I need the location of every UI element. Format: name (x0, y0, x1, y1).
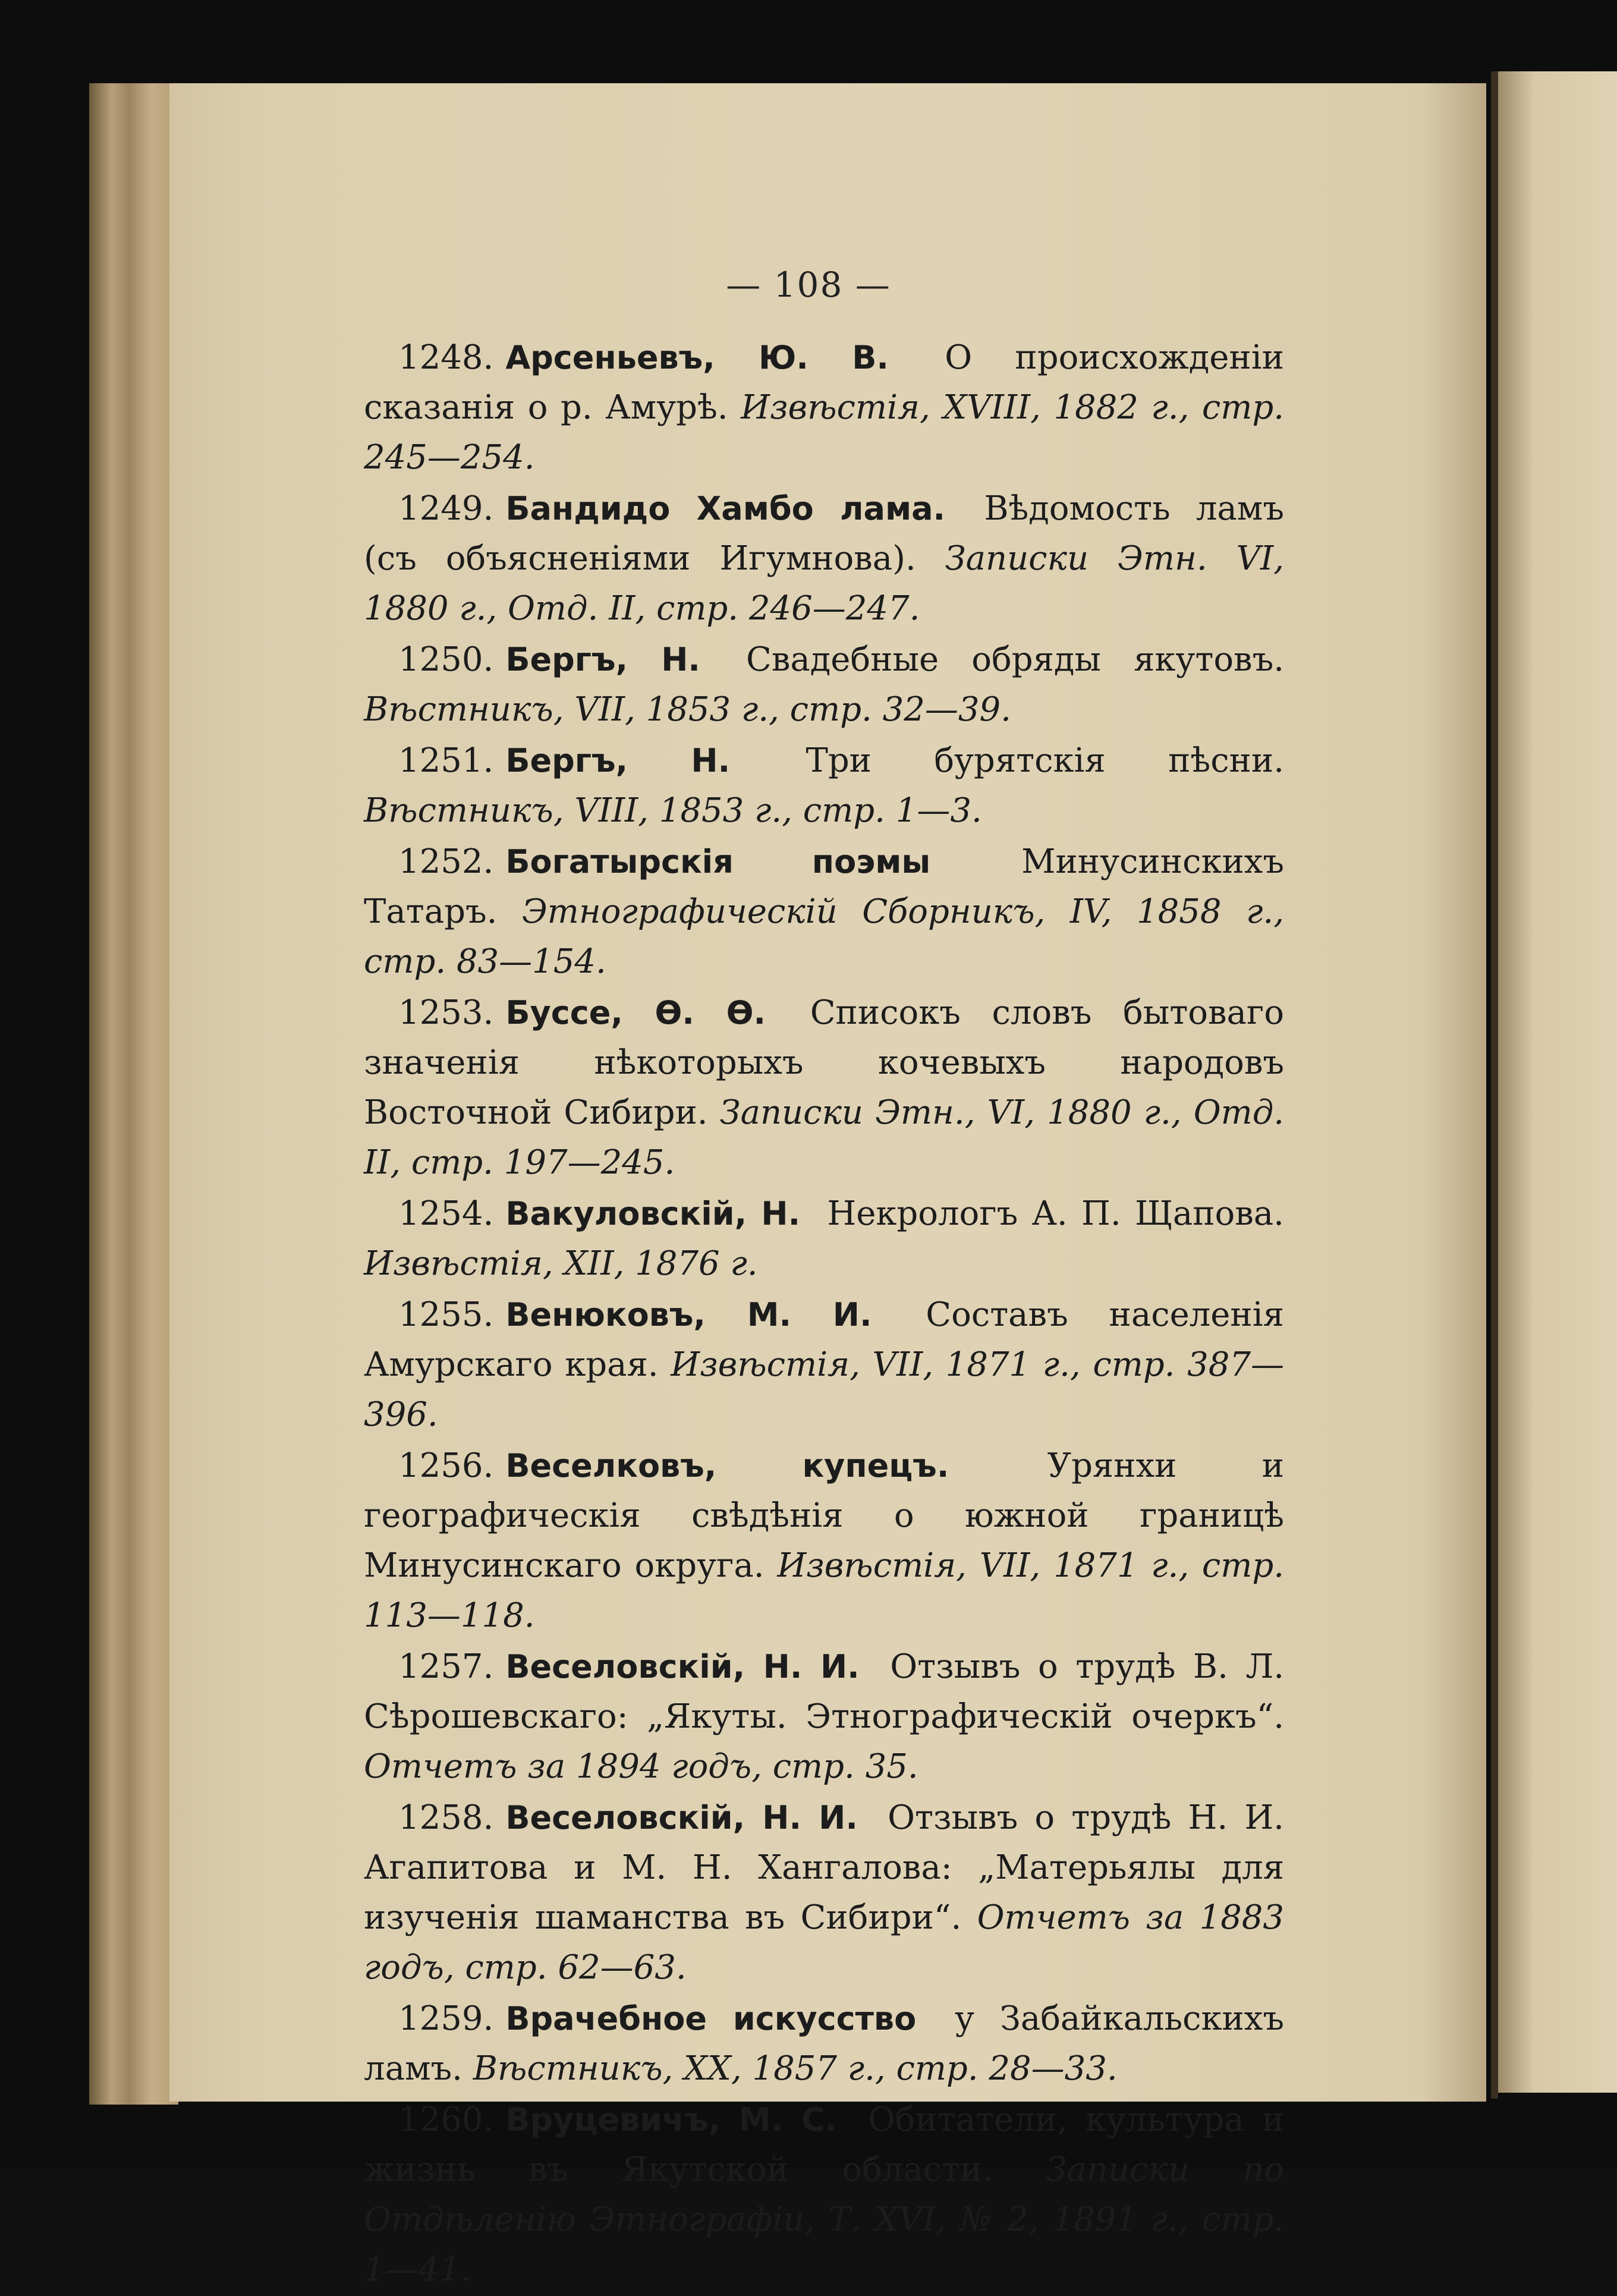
entry-number: 1251. (398, 741, 494, 780)
entry-source: Извѣстія, XII, 1876 г. (364, 1244, 758, 1283)
bibliography-entry (364, 333, 1284, 483)
entry-source: Записки по Отдѣленію Этнографіи, Т. XVI, № 2, 1891 г., стр. 1—41. (364, 2150, 1284, 2289)
bibliography-entry (364, 736, 1284, 836)
entry-title: Вѣдомость ламъ (съ объясненіями Игумнова). (364, 489, 1284, 578)
entry-source: Записки Этн., VI, 1880 г., Отд. II, стр. 197—245. (364, 1093, 1284, 1182)
entry-author: Бергъ, Н. (505, 742, 731, 779)
entry-number: 1249. (398, 489, 494, 528)
entry-title: Списокъ словъ бытоваго значенія нѣкоторыхъ кочевыхъ народовъ Восточной Сибири. (364, 993, 1284, 1132)
entry-source: Вѣстникъ, VIII, 1853 г., стр. 1—3. (364, 791, 982, 830)
entry-number: 1253. (398, 993, 494, 1032)
entry-title: Урянхи и географическія свѣдѣнія о южной границѣ Минусинскаго округа. (364, 1446, 1284, 1585)
entry-source: Отчетъ за 1894 годъ, стр. 35. (364, 1747, 918, 1786)
entry-source: Отчетъ за 1883 годъ, стр. 62—63. (364, 1898, 1284, 1987)
bibliography-entry (364, 1793, 1284, 1993)
entry-source: Извѣстія, VII, 1871 г., стр. 387—396. (364, 1345, 1284, 1434)
bibliography-entry (364, 1441, 1284, 1641)
entry-number: 1259. (398, 1999, 494, 2038)
entry-source: Вѣстникъ, VII, 1853 г., стр. 32—39. (364, 690, 1011, 729)
entry-source: Записки Этн. VI, 1880 г., Отд. II, стр. 246—247. (364, 539, 1284, 628)
entry-number: 1255. (398, 1295, 494, 1334)
bibliography-entry (364, 2095, 1284, 2295)
page-number: — 108 — (726, 265, 891, 305)
entry-author: Бергъ, Н. (505, 641, 700, 678)
entry-author: Богатырскія поэмы (505, 843, 931, 880)
entry-author: Вакуловскій, Н. (505, 1195, 801, 1232)
gutter-shadow (1491, 71, 1498, 2099)
entry-source: Вѣстникъ, XX, 1857 г., стр. 28—33. (473, 2049, 1118, 2088)
entry-number: 1257. (398, 1647, 494, 1686)
entry-title: Отзывъ о трудѣ Н. И. Агапитова и М. Н. Хангалова: „Матерьялы для изученія шаманства въ Сибири“. (364, 1798, 1284, 1937)
page-edge-stack (89, 83, 178, 2105)
entry-number: 1248. (398, 338, 494, 377)
bibliography-entry (364, 1189, 1284, 1289)
bibliography-entry (364, 1290, 1284, 1440)
entry-author: Веселовскій, Н. И. (505, 1799, 858, 1836)
bibliography-list (364, 333, 1284, 2296)
entry-source: Этнографическій Сборникъ, IV, 1858 г., стр. 83—154. (364, 892, 1284, 981)
entry-author: Венюковъ, М. И. (505, 1296, 872, 1333)
entry-source: Извѣстія, XVIII, 1882 г., стр. 245—254. (364, 388, 1284, 477)
bibliography-entry (364, 988, 1284, 1188)
entry-number: 1254. (398, 1194, 494, 1233)
entry-title: Три бурятскія пѣсни. (806, 741, 1284, 780)
entry-author: Буссе, Ѳ. Ѳ. (505, 994, 766, 1031)
bibliography-entry (364, 837, 1284, 987)
entry-title: Обитатели, культура и жизнь въ Якутской области. (364, 2100, 1284, 2189)
bibliography-entry (364, 484, 1284, 634)
entry-author: Вруцевичъ, М. С. (505, 2101, 838, 2138)
entry-number: 1250. (398, 640, 494, 679)
entry-title: Составъ населенія Амурскаго края. (364, 1295, 1284, 1384)
entry-number: 1256. (398, 1446, 494, 1485)
bibliography-entry (364, 635, 1284, 735)
entry-title: Некрологъ А. П. Щапова. (827, 1194, 1284, 1233)
entry-author: Арсеньевъ, Ю. В. (505, 339, 889, 376)
entry-author: Веселовскій, Н. И. (505, 1648, 860, 1685)
entry-title: Отзывъ о трудѣ В. Л. Сѣрошевскаго: „Якуты. Этнографическій очеркъ“. (364, 1647, 1284, 1736)
entry-author: Врачебное искусство (505, 2000, 917, 2037)
entry-title: О происхожденіи сказанія о р. Амурѣ. (364, 338, 1284, 427)
entry-number: 1252. (398, 842, 494, 881)
entry-author: Бандидо Хамбо лама. (505, 490, 946, 527)
facing-page-edge (1498, 71, 1617, 2093)
entry-source: Извѣстія, VII, 1871 г., стр. 113—118. (364, 1546, 1285, 1635)
entry-number: 1258. (398, 1798, 494, 1837)
bibliography-entry (364, 1642, 1284, 1792)
bibliography-entry (364, 1994, 1284, 2094)
entry-title: Свадебные обряды якутовъ. (746, 640, 1284, 679)
entry-author: Веселковъ, купецъ. (505, 1447, 949, 1484)
entry-title: Минусинскихъ Татаръ. (364, 842, 1284, 931)
entry-number: 1260. (398, 2100, 494, 2139)
entry-title: у Забайкальскихъ ламъ. (364, 1999, 1284, 2088)
